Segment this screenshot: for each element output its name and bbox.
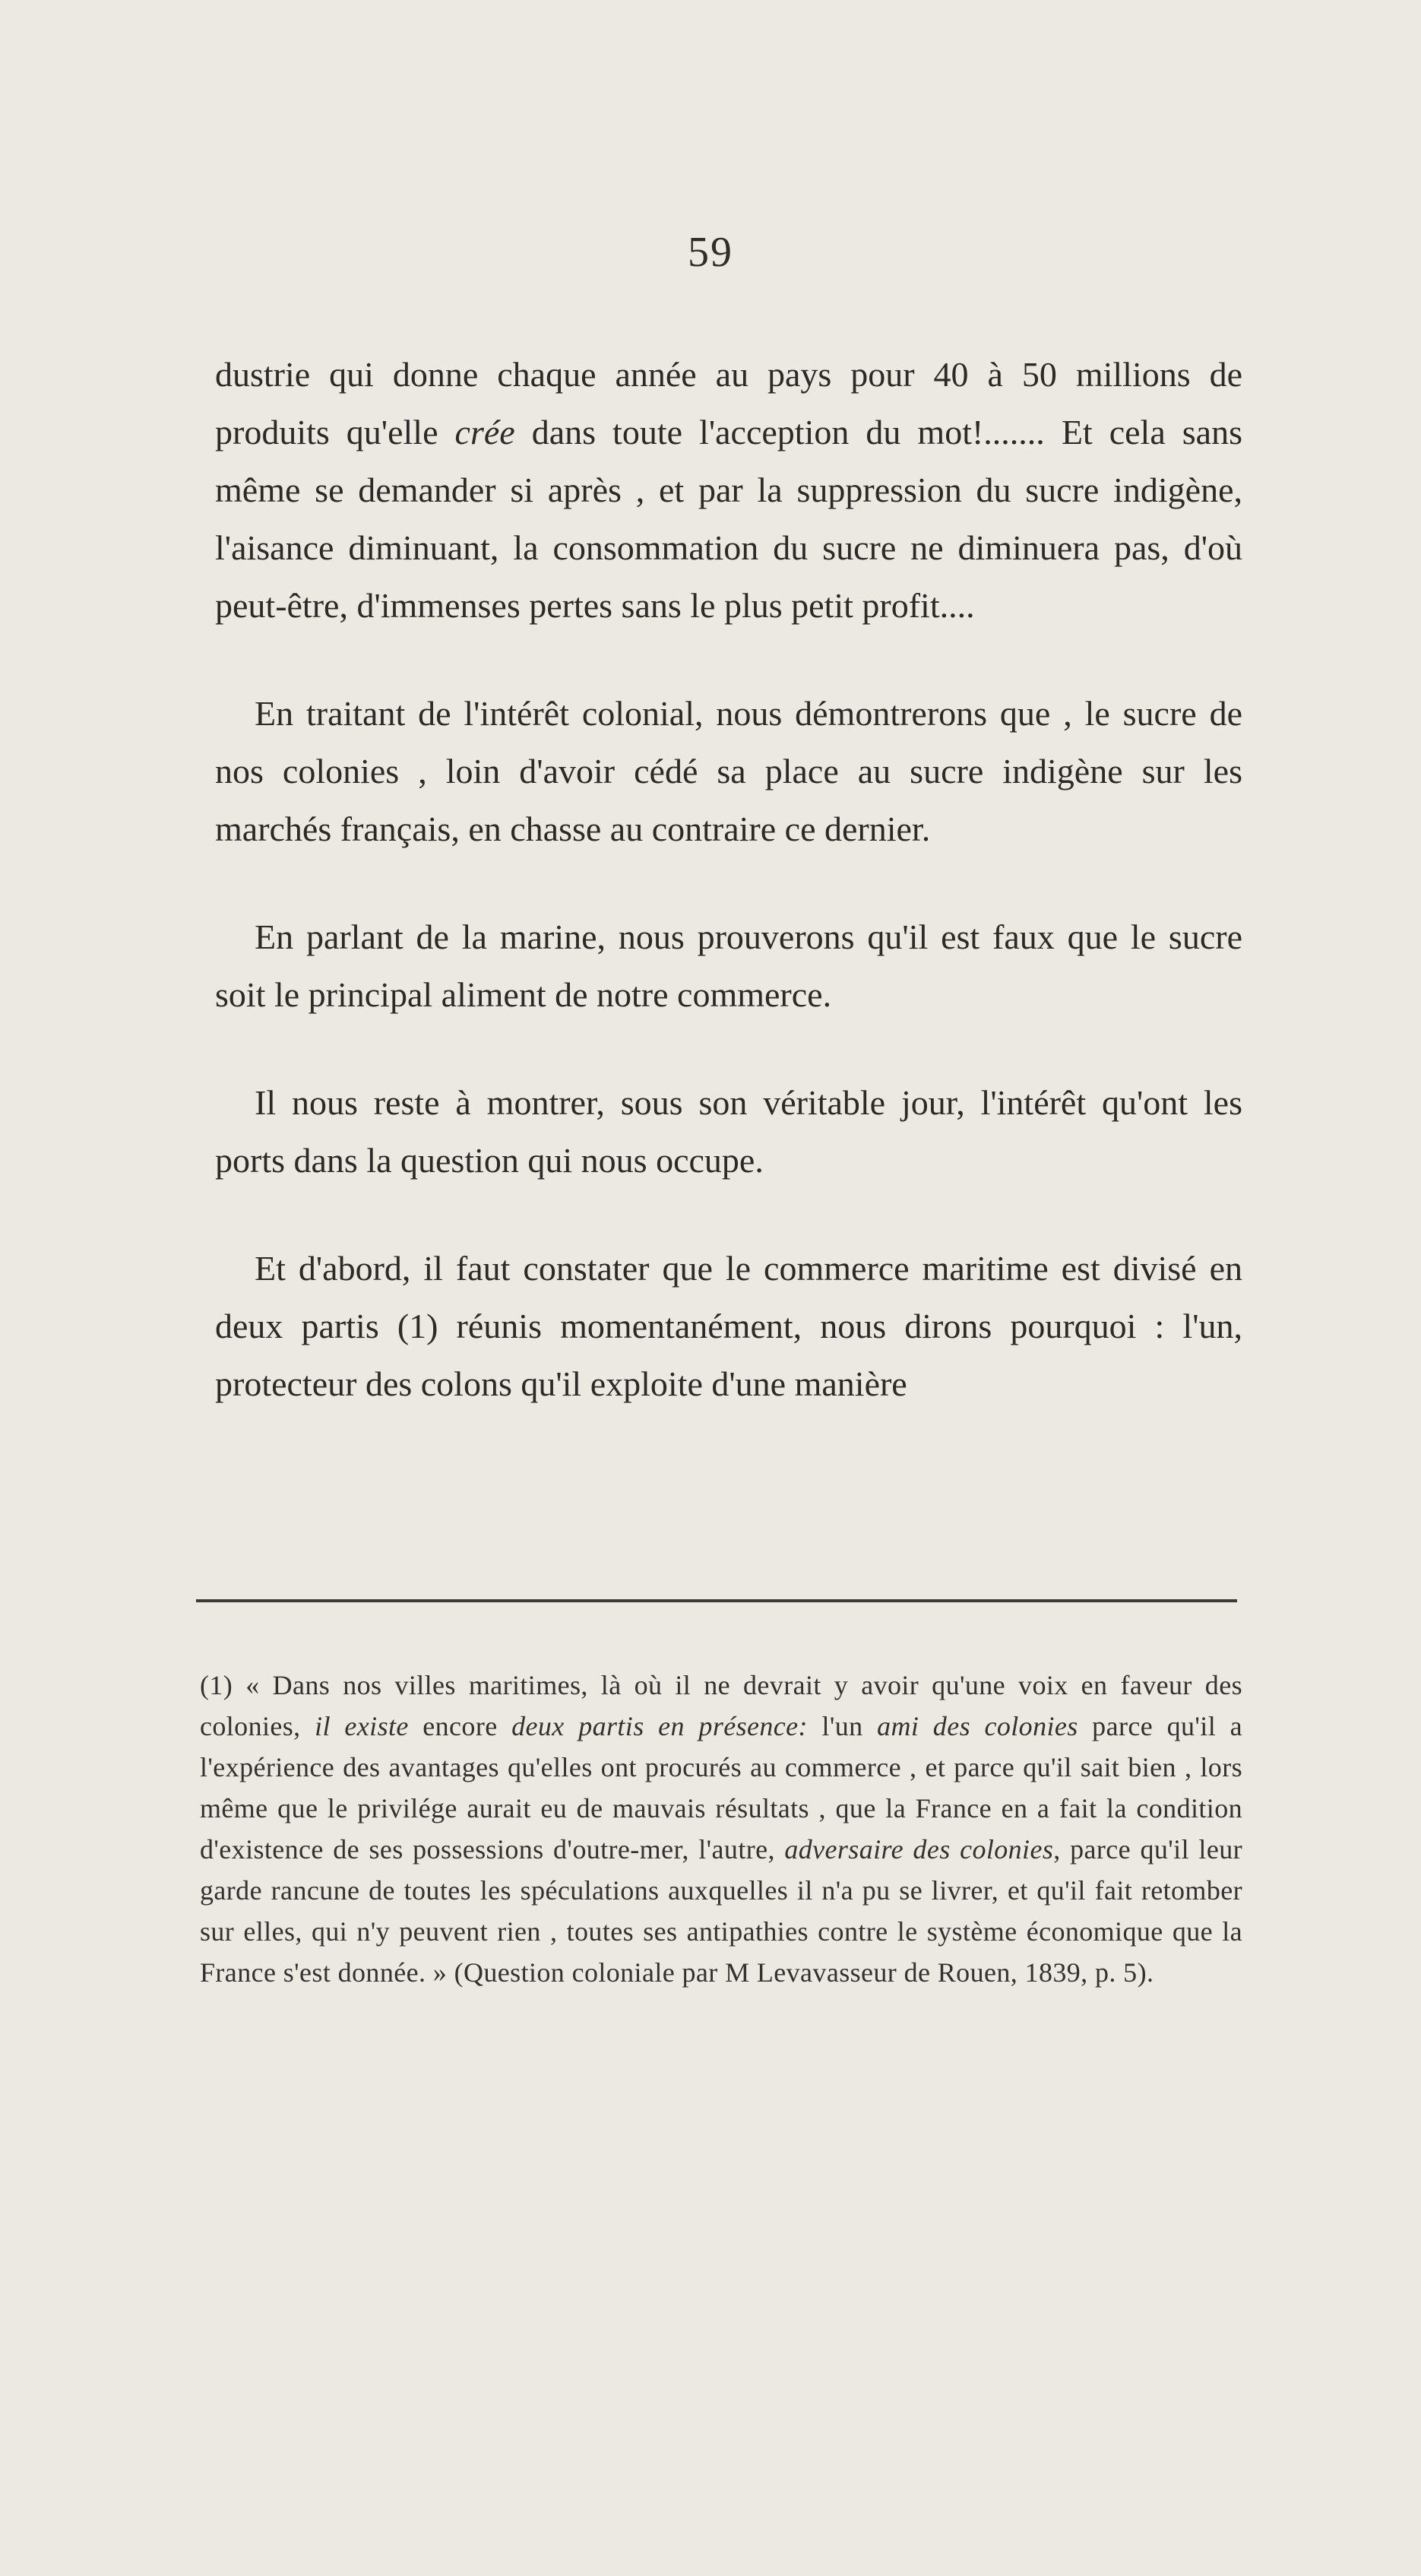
- paragraph-1-segment: dans toute l'acception du mot!....... Et cela sans même se demander si après , et par la suppression du sucre indigène, l'aisance diminuant, la consommation du sucre ne diminuera pas, d'où peut-être, d'immenses pertes sans le plus petit profit....: [215, 413, 1243, 625]
- paragraph-3: [215, 908, 1242, 1024]
- footnote: [200, 1665, 1242, 1993]
- footnote-segment: ami des colonies: [877, 1711, 1078, 1741]
- paragraph-1-segment: crée: [454, 413, 515, 452]
- footnote-segment: encore: [408, 1711, 512, 1741]
- footnote-segment: deux partis en présence:: [511, 1711, 808, 1741]
- paragraph-2-segment: En traitant de l'intérêt colonial, nous démontrerons que , le sucre de nos colonies , loin d'avoir cédé sa place au sucre indigène sur les marchés français, en chasse au contraire ce dernier.: [215, 694, 1242, 848]
- footnote-segment: parce qu'il a l'expérience des avantages qu'elles ont procurés au commerce , et parce qu'il sait bien , lors même que le privilége aurait eu de mauvais résultats , que la France en a fait la condition d'existence de ses possessions d'outre-mer, l'autre,: [200, 1711, 1243, 1865]
- paragraph-2: [215, 685, 1242, 858]
- paragraph-1-segment: dustrie qui donne chaque année au pays pour 40 à 50 millions de produits qu'elle: [215, 355, 1242, 452]
- paragraph-5: [215, 1240, 1242, 1413]
- paragraph-5-segment: Et d'abord, il faut constater que le commerce maritime est divisé en deux partis (1) réunis momentanément, nous dirons pourquoi : l'un, protecteur des colons qu'il exploite d'une manière: [215, 1249, 1242, 1403]
- page-number: 59: [688, 229, 733, 276]
- paragraph-1: [215, 346, 1242, 635]
- footnote-segment: adversaire des colonies: [784, 1834, 1054, 1865]
- footnote-segment: il existe: [315, 1711, 409, 1741]
- footnote-segment: l'un: [807, 1711, 878, 1741]
- footnote-segment: , parce qu'il leur garde rancune de toutes les spéculations auxquelles il n'a pu se livrer, et qu'il fait retomber sur elles, qui n'y peuvent rien , toutes ses antipathies contre le système économique que la France s'est donnée. » (Question coloniale par M Levavasseur de Rouen, 1839, p. 5).: [200, 1834, 1242, 1988]
- paragraph-3-segment: En parlant de la marine, nous prouverons qu'il est faux que le sucre soit le principal aliment de notre commerce.: [215, 917, 1242, 1014]
- footnote-divider: [196, 1599, 1237, 1602]
- footnote-segment: (1) « Dans nos villes maritimes, là où il ne devrait y avoir qu'une voix en faveur des colonies,: [200, 1670, 1242, 1741]
- paragraph-4-segment: Il nous reste à montrer, sous son véritable jour, l'intérêt qu'ont les ports dans la question qui nous occupe.: [215, 1083, 1242, 1180]
- paragraph-4: [215, 1074, 1242, 1190]
- main-text: [215, 346, 1242, 1463]
